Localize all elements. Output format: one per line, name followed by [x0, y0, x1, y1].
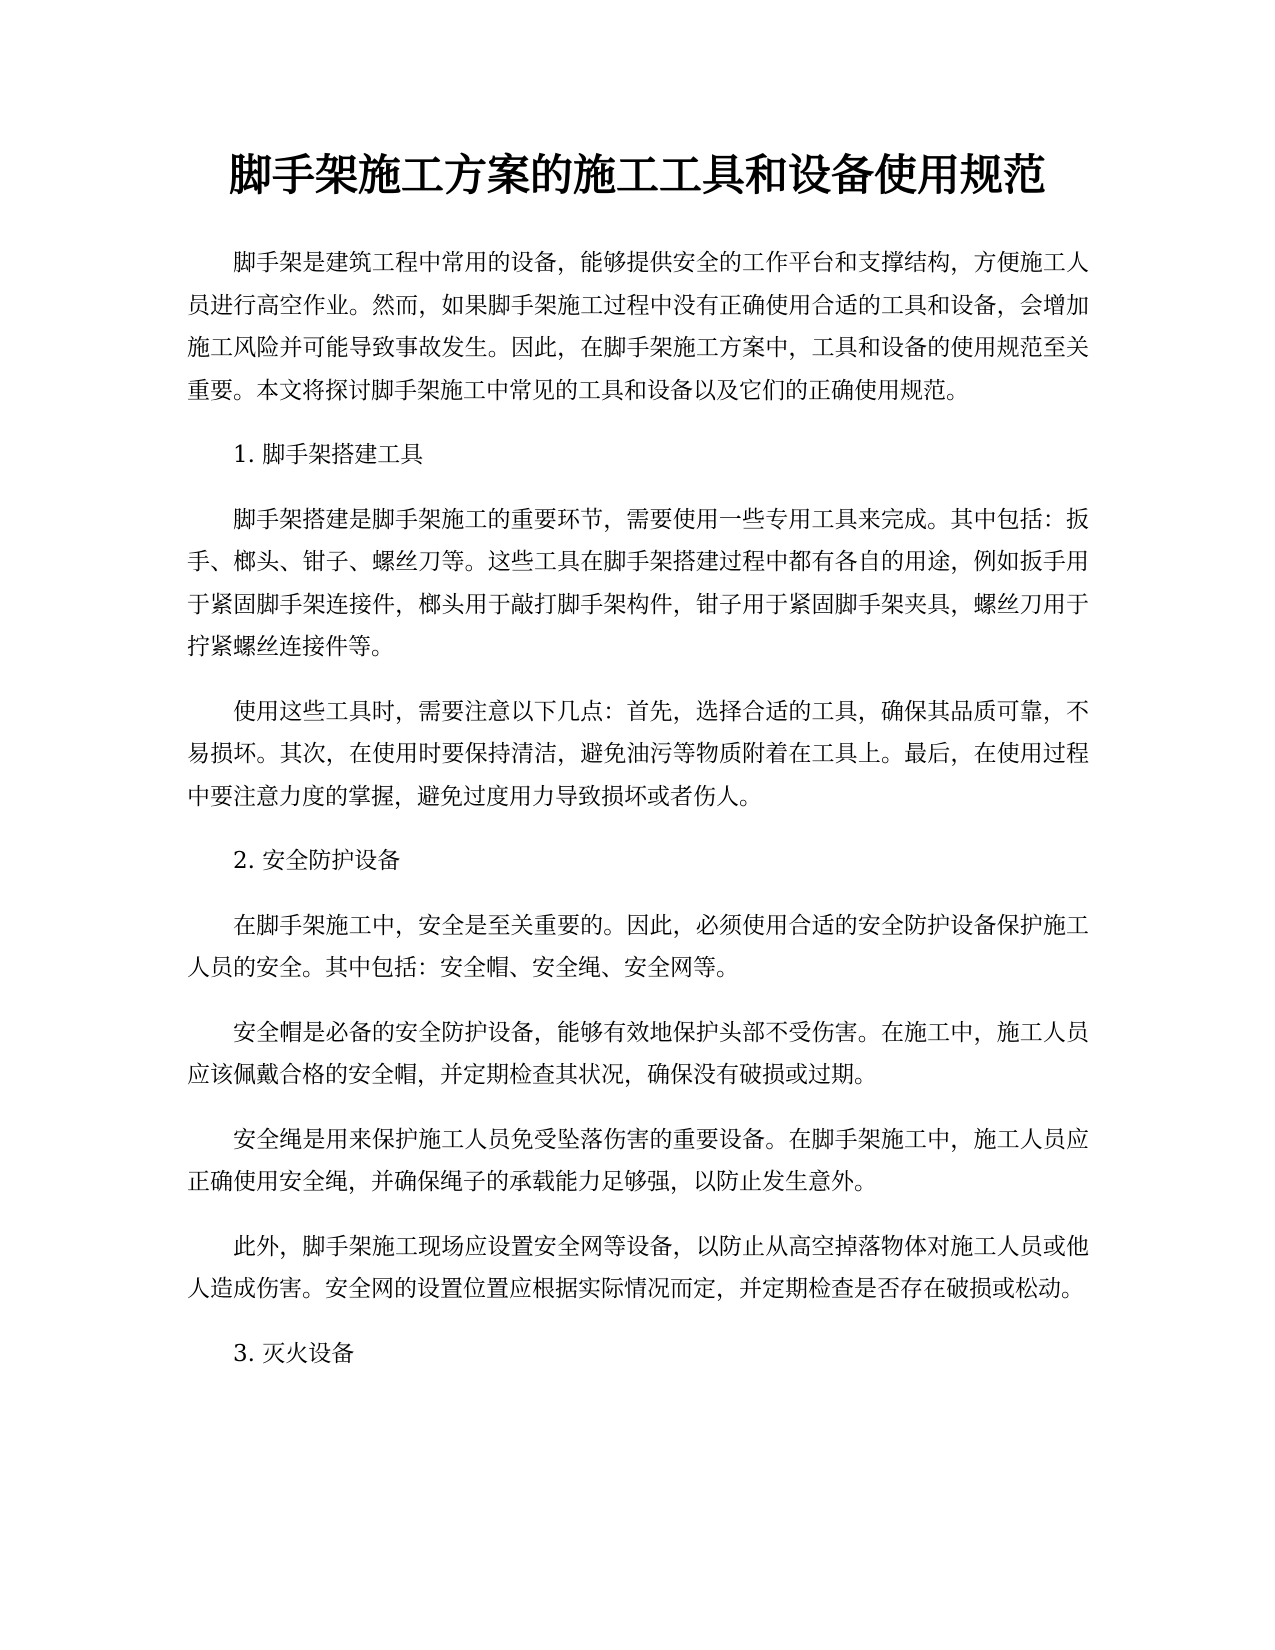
intro-paragraph: 脚手架是建筑工程中常用的设备，能够提供安全的工作平台和支撑结构，方便施工人员进行高空作业。然而，如果脚手架施工过程中没有正确使用合适的工具和设备，会增加施工风险并可能导致事故发生。因此，在脚手架施工方案中，工具和设备的使用规范至关重要。本文将探讨脚手架施工中常见的工具和设备以及它们的正确使用规范。 — [187, 250, 1089, 404]
section-heading-tools: 1. 脚手架搭建工具 — [233, 442, 424, 468]
paragraph-tools-description: 脚手架搭建是脚手架施工的重要环节，需要使用一些专用工具来完成。其中包括：扳手、榔头、钳子、螺丝刀等。这些工具在脚手架搭建过程中都有各自的用途，例如扳手用于紧固脚手架连接件，榔头用于敲打脚手架构件，钳子用于紧固脚手架夹具，螺丝刀用于拧紧螺丝连接件等。 — [187, 506, 1089, 660]
section-heading-fire: 3. 灭火设备 — [233, 1340, 355, 1367]
paragraph-safety-net: 此外，脚手架施工现场应设置安全网等设备，以防止从高空掉落物体对施工人员或他人造成伤害。安全网的设置位置应根据实际情况而定，并定期检查是否存在破损或松动。 — [187, 1233, 1089, 1302]
document-body — [187, 242, 1089, 1397]
paragraph-tools-usage: 使用这些工具时，需要注意以下几点：首先，选择合适的工具，确保其品质可靠，不易损坏。其次，在使用时要保持清洁，避免油污等物质附着在工具上。最后，在使用过程中要注意力度的掌握，避免过度用力导致损坏或者伤人。 — [187, 698, 1089, 810]
paragraph-safety-rope: 安全绳是用来保护施工人员免受坠落伤害的重要设备。在脚手架施工中，施工人员应正确使用安全绳，并确保绳子的承载能力足够强，以防止发生意外。 — [187, 1126, 1089, 1195]
section-heading-safety: 2. 安全防护设备 — [233, 848, 401, 874]
document-title: 脚手架施工方案的施工工具和设备使用规范 — [229, 151, 1046, 201]
paragraph-safety-helmet: 安全帽是必备的安全防护设备，能够有效地保护头部不受伤害。在施工中，施工人员应该佩戴合格的安全帽，并定期检查其状况，确保没有破损或过期。 — [187, 1019, 1089, 1088]
paragraph-safety-intro: 在脚手架施工中，安全是至关重要的。因此，必须使用合适的安全防护设备保护施工人员的安全。其中包括：安全帽、安全绳、安全网等。 — [187, 912, 1089, 981]
